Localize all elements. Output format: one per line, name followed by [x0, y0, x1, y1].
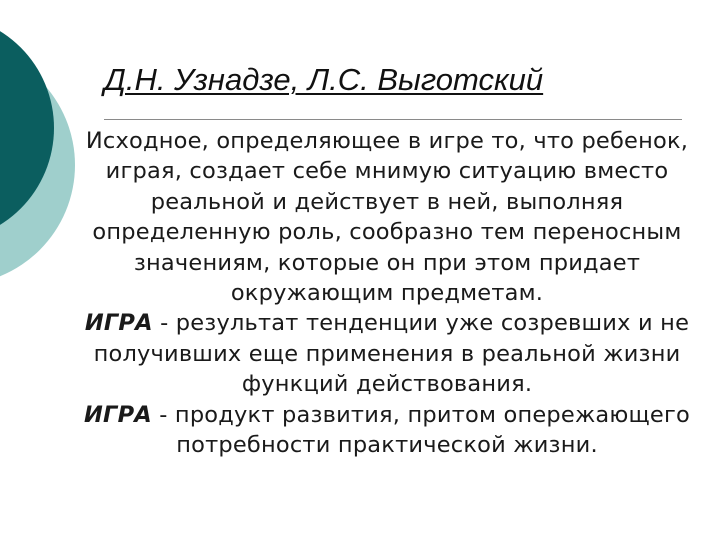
title-divider [104, 119, 682, 120]
paragraph-game-product [62, 400, 712, 461]
paragraph-definition: Исходное, определяющее в игре то, что ребенок, играя, создает себе мнимую ситуацию вместо реальной и действует в ней, выполняя определенную роль, сообразно тем переносным значениям, которые он при этом придает окружающим предметам. [85, 128, 689, 307]
paragraph-text: - продукт развития, притом опережающего потребности практической жизни. [151, 401, 690, 459]
paragraph-text: - результат тенденции уже созревших и не получивших еще применения в реальной жизни функций действования. [93, 310, 690, 398]
slide-body [62, 126, 712, 460]
paragraph-game-result [62, 308, 712, 399]
slide-title: Д.Н. Узнадзе, Л.С. Выготский [104, 62, 544, 97]
term-game: ИГРА [84, 310, 153, 337]
term-game: ИГРА [84, 401, 152, 428]
